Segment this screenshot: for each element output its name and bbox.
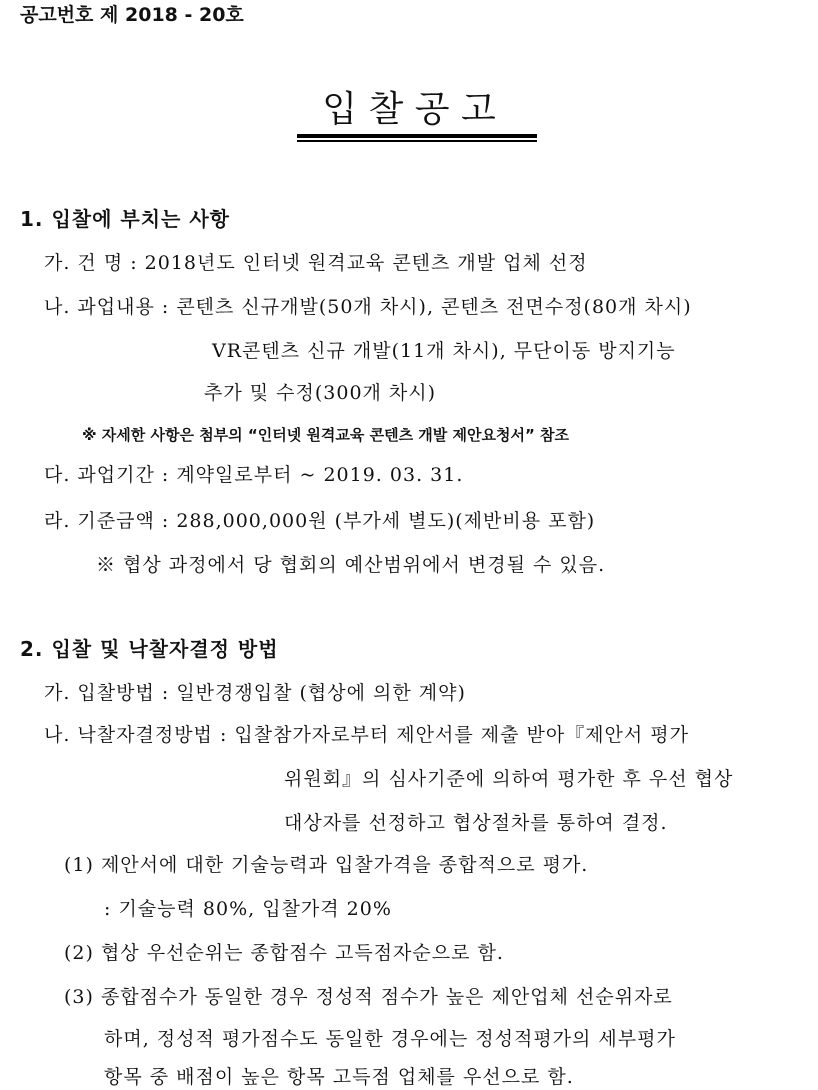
sec2-subitem-1-detail: : 기술능력 80%, 입찰가격 20% xyxy=(104,898,392,920)
sec2-subitem-3-line3: 항목 중 배점이 높은 항목 고득점 업체를 우선으로 함. xyxy=(104,1066,574,1088)
sec1-item-ra: 라. 기준금액 : 288,000,000원 (부가세 별도)(제반비용 포함) xyxy=(44,510,596,532)
sec2-item-na-line2: 위원회』의 심사기준에 의하여 평가한 후 우선 협상 xyxy=(284,768,734,790)
sec2-subitem-1: (1) 제안서에 대한 기술능력과 입찰가격을 종합적으로 평가. xyxy=(64,854,589,876)
section-1-heading: 1. 입찰에 부치는 사항 xyxy=(20,207,230,231)
sec1-item-na-line3: 추가 및 수정(300개 차시) xyxy=(204,382,437,404)
sec2-item-na-line3: 대상자를 선정하고 협상절차를 통하여 결정. xyxy=(284,812,668,834)
document-title: 입 찰 공 고 xyxy=(322,89,496,130)
sec2-item-ga: 가. 입찰방법 : 일반경쟁입찰 (협상에 의한 계약) xyxy=(44,682,466,704)
document-number: 공고번호 제 2018 - 20호 xyxy=(20,4,244,26)
title-underline-thin xyxy=(297,140,537,142)
section-2-heading: 2. 입찰 및 낙찰자결정 방법 xyxy=(20,637,279,661)
sec2-subitem-3-line2: 하며, 정성적 평가점수도 동일한 경우에는 정성적평가의 세부평가 xyxy=(104,1028,676,1050)
sec1-note-reference: ※ 자세한 사항은 첨부의 “인터넷 원격교육 콘텐츠 개발 제안요청서” 참조 xyxy=(82,426,570,444)
sec1-item-na-line1: 나. 과업내용 : 콘텐츠 신규개발(50개 차시), 콘텐츠 전면수정(80개 차시) xyxy=(44,296,692,318)
sec2-item-na-line1: 나. 낙찰자결정방법 : 입찰참가자로부터 제안서를 제출 받아『제안서 평가 xyxy=(44,724,689,746)
sec1-item-na-line2: VR콘텐츠 신규 개발(11개 차시), 무단이동 방지기능 xyxy=(212,340,676,362)
sec2-subitem-3-line1: (3) 종합점수가 동일한 경우 정성적 점수가 높은 제안업체 선순위자로 xyxy=(64,986,673,1008)
title-underline-thick xyxy=(297,134,537,138)
sec1-item-da: 다. 과업기간 : 계약일로부터 ~ 2019. 03. 31. xyxy=(44,464,464,486)
sec1-item-ga: 가. 건 명 : 2018년도 인터넷 원격교육 콘텐츠 개발 업체 선정 xyxy=(44,252,588,274)
sec2-subitem-2: (2) 협상 우선순위는 종합점수 고득점자순으로 함. xyxy=(64,942,504,964)
sec1-note-budget: ※ 협상 과정에서 당 협회의 예산범위에서 변경될 수 있음. xyxy=(96,554,606,576)
